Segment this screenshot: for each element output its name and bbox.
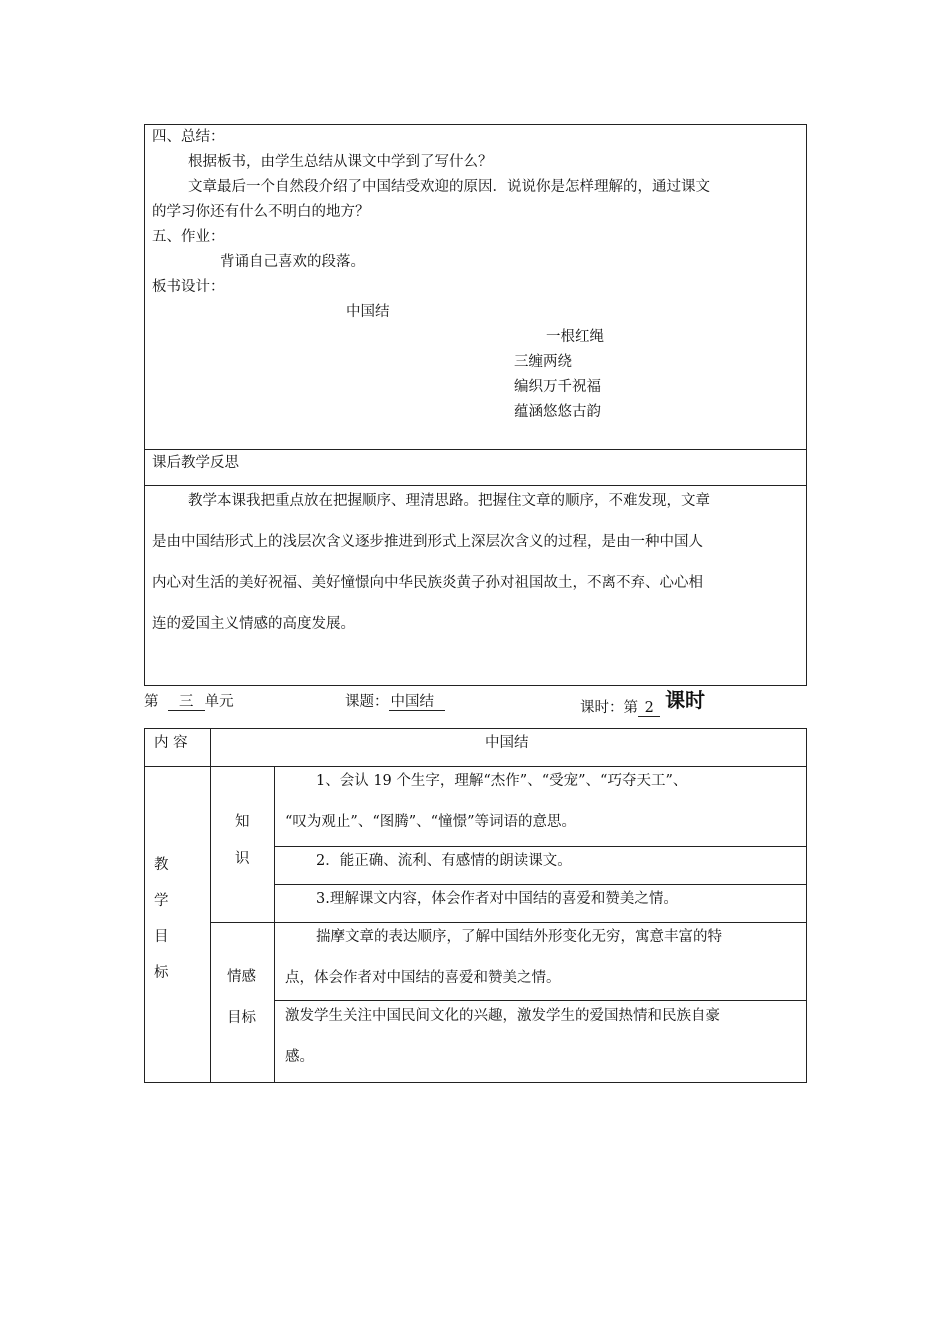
unit-suffix: 单元 xyxy=(204,694,234,710)
period-info xyxy=(580,688,706,716)
knowledge-label-2: 识 xyxy=(235,851,250,867)
board-heading: 板书设计： xyxy=(152,279,225,295)
topic-value: 中国结 xyxy=(389,694,446,711)
knowledge-divider-1 xyxy=(274,846,807,847)
summary-heading: 四、总结： xyxy=(152,129,225,145)
knowledge-divider-2 xyxy=(274,884,807,885)
homework-heading: 五、作业： xyxy=(152,229,225,245)
emotion-item-2a: 激发学生关注中国民间文化的兴趣，激发学生的爱国热情和民族自豪 xyxy=(285,1008,720,1024)
board-title: 中国结 xyxy=(346,304,390,320)
period-value: 2 xyxy=(638,700,660,717)
summary-line-2b: 的学习你还有什么不明白的地方？ xyxy=(152,204,370,220)
reflection-line-2: 是由中国结形式上的浅层次含义逐步推进到形式上深层次含义的过程，是由一种中国人 xyxy=(152,534,703,550)
unit-value: 三 xyxy=(168,694,205,711)
emotion-label-1: 情感 xyxy=(227,969,256,985)
board-line-2: 三缠两绕 xyxy=(514,354,572,370)
period-label: 课时：第 xyxy=(580,700,638,716)
knowledge-item-1a: 1、会认 19 个生字，理解“杰作”、“受宠”、“巧夺天工”、 xyxy=(316,773,688,789)
reflection-line-1: 教学本课我把重点放在把握顺序、理清思路。把握住文章的顺序，不难发现，文章 xyxy=(188,493,710,509)
goals-header-divider xyxy=(144,766,807,767)
knowledge-item-1b: “叹为观止”、“图腾”、“憧憬”等词语的意思。 xyxy=(285,814,576,830)
emotion-item-1a: 揣摩文章的表达顺序，了解中国结外形变化无穷，寓意丰富的特 xyxy=(316,929,722,945)
reflection-divider xyxy=(144,485,807,486)
goals-col2-divider xyxy=(274,766,275,1083)
homework-text: 背诵自己喜欢的段落。 xyxy=(220,254,365,270)
knowledge-item-2: 2．能正确、流利、有感情的朗读课文。 xyxy=(316,853,572,869)
topic-info xyxy=(345,695,445,710)
summary-line-1: 根据板书，由学生总结从课文中学到了写什么？ xyxy=(188,154,493,170)
knowledge-label-1: 知 xyxy=(235,814,250,830)
topic-label: 课题： xyxy=(345,694,389,710)
board-line-4: 蕴涵悠悠古韵 xyxy=(514,404,601,420)
knowledge-item-3: 3.理解课文内容，体会作者对中国结的喜爱和赞美之情。 xyxy=(316,891,678,907)
summary-divider xyxy=(144,449,807,450)
emotion-item-2b: 感。 xyxy=(285,1049,314,1065)
reflection-line-3: 内心对生活的美好祝福、美好憧憬向中华民族炎黄子孙对祖国故土，不离不弃、心心相 xyxy=(152,575,703,591)
unit-info xyxy=(144,695,234,710)
unit-prefix: 第 xyxy=(144,694,159,710)
goal-label-4: 标 xyxy=(154,965,169,981)
emotion-label-2: 目标 xyxy=(227,1010,256,1026)
emotion-item-1b: 点，体会作者对中国结的喜爱和赞美之情。 xyxy=(285,970,561,986)
reflection-heading: 课后教学反思 xyxy=(152,455,239,471)
section-divider xyxy=(210,922,807,923)
summary-line-2a: 文章最后一个自然段介绍了中国结受欢迎的原因．说说你是怎样理解的，通过课文 xyxy=(188,179,710,195)
content-value: 中国结 xyxy=(485,735,529,751)
period-suffix: 课时 xyxy=(665,688,706,712)
goal-label-1: 教 xyxy=(154,857,169,873)
board-line-1: 一根红绳 xyxy=(546,329,604,345)
goal-label-2: 学 xyxy=(154,893,169,909)
content-label: 内 容 xyxy=(154,735,188,751)
reflection-line-4: 连的爱国主义情感的高度发展。 xyxy=(152,616,355,632)
goal-label-3: 目 xyxy=(154,929,169,945)
board-line-3: 编织万千祝福 xyxy=(514,379,601,395)
emotion-divider xyxy=(274,1000,807,1001)
goals-col1-divider xyxy=(210,728,211,1083)
